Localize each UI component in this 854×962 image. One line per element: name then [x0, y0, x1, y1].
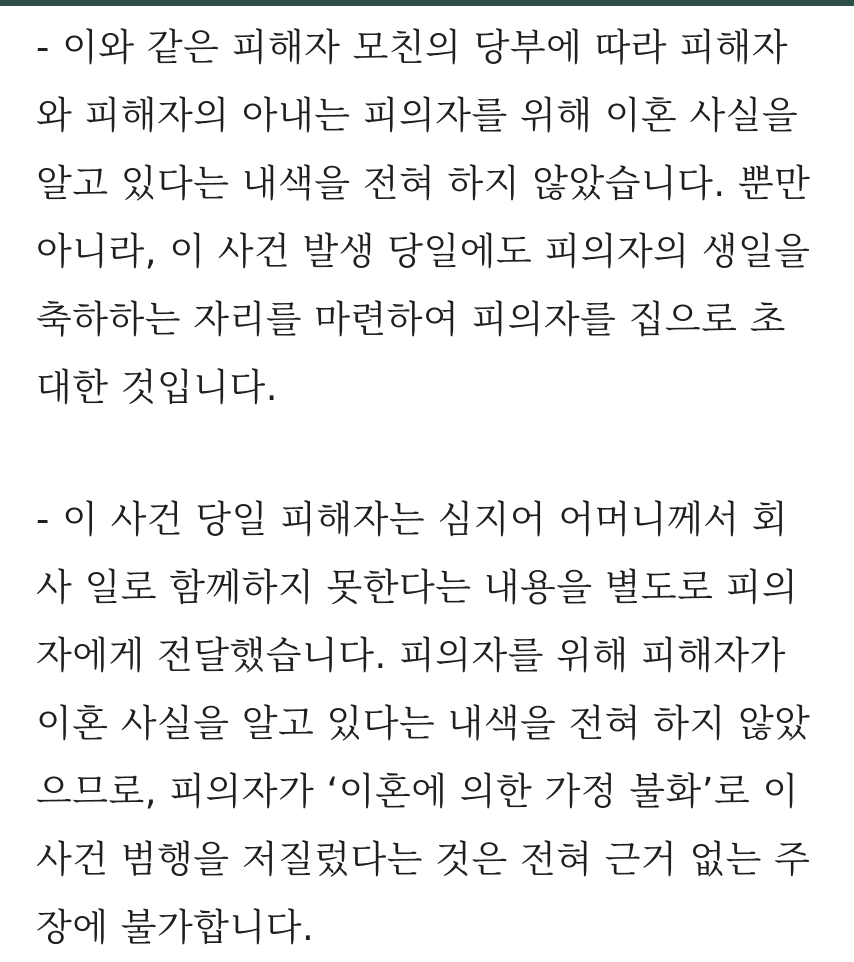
text-line: 장에 불가합니다.	[36, 906, 315, 949]
text-line: 사 일로 함께하지 못한다는 내용을 별도로 피의	[36, 566, 799, 609]
text-line: 자에게 전달했습니다. 피의자를 위해 피해자가	[36, 634, 786, 677]
text-line: 사건 범행을 저질렀다는 것은 전혀 근거 없는 주	[36, 838, 811, 881]
document-body	[36, 14, 836, 962]
text-line: - 이 사건 당일 피해자는 심지어 어머니께서 회	[36, 498, 789, 541]
text-line: 으므로, 피의자가 ‘이혼에 의한 가정 불화’로 이	[36, 770, 799, 813]
text-line: 알고 있다는 내색을 전혀 하지 않았습니다. 뿐만	[36, 162, 811, 205]
text-line: 와 피해자의 아내는 피의자를 위해 이혼 사실을	[36, 94, 799, 137]
paragraph-spacer	[36, 422, 836, 486]
paragraph-1	[36, 14, 836, 422]
text-line: 이혼 사실을 알고 있다는 내색을 전혀 하지 않았	[36, 702, 811, 745]
top-accent-bar	[0, 0, 854, 6]
text-line: 축하하는 자리를 마련하여 피의자를 집으로 초	[36, 298, 786, 341]
text-line: - 이와 같은 피해자 모친의 당부에 따라 피해자	[36, 26, 789, 69]
text-line: 대한 것입니다.	[36, 366, 278, 409]
paragraph-2	[36, 486, 836, 962]
text-line: 아니라, 이 사건 발생 당일에도 피의자의 생일을	[36, 230, 811, 273]
